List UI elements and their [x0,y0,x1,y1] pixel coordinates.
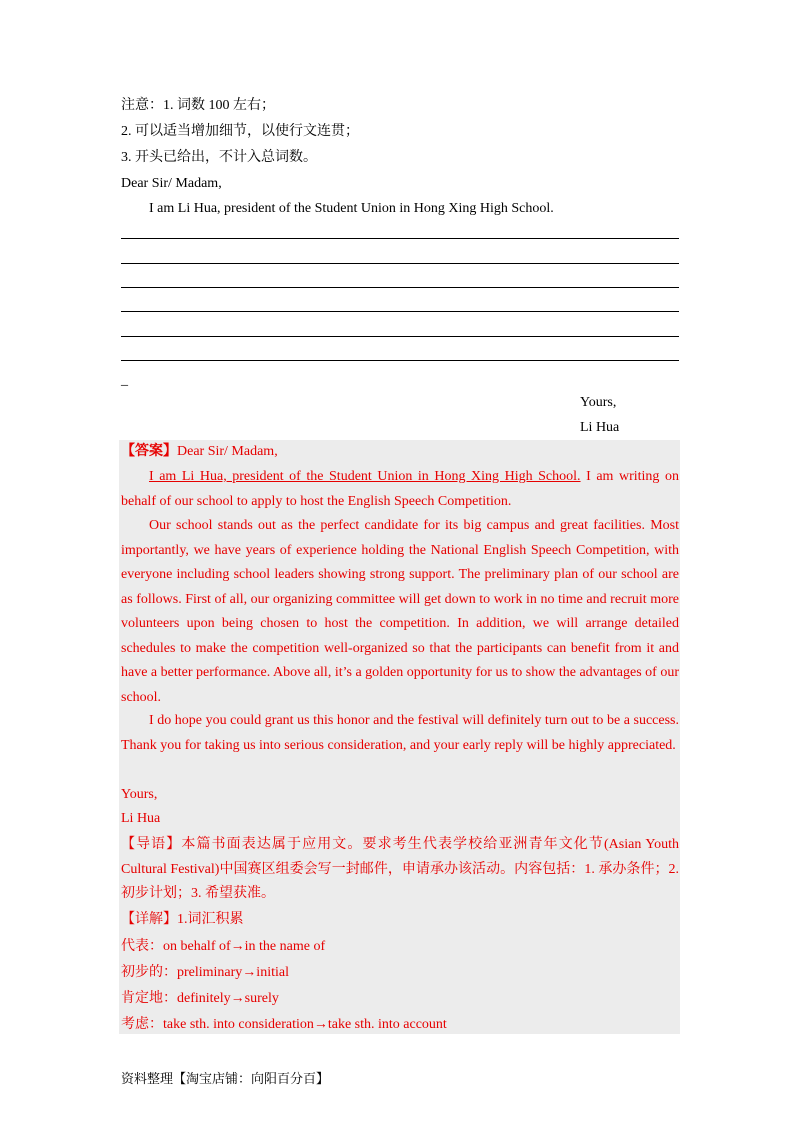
answer-paragraph-1 [121,465,679,514]
vocab-item: 考虑：take sth. into consideration→take sth. into account [121,1017,447,1032]
letter-salutation: Dear Sir/ Madam, [121,176,222,191]
answer-opening-underlined: I am Li Hua, president of the Student Union in Hong Xing High School. [149,469,581,484]
writing-dash: _ [121,373,128,388]
writing-line [121,263,679,264]
writing-line [121,287,679,288]
vocab-item: 代表：on behalf of→in the name of [121,939,326,954]
guide-text: 本篇书面表达属于应用文。要求考生代表学校给亚洲青年文化节(Asian Youth Cultural Festival)中国赛区组委会写一封邮件，申请承办该活动。内容包括：1. 承办条件；2. 初步计划；3. 希望获准。 [121,837,679,901]
writing-line [121,336,679,337]
answer-paragraph-3 [121,709,679,758]
detail-header [121,911,244,929]
vocab-item: 初步的：preliminary→initial [121,965,289,980]
answer-paragraph-3-text: I do hope you could grant us this honor and the festival will definitely turn out to be a success. Thank you for taking us into serious consideration, and your early reply will be highly appreciated. [121,713,679,753]
answer-tag: 【答案】 [121,444,177,459]
vocab-item: 肯定地：definitely→surely [121,991,279,1006]
guide-paragraph [121,833,679,907]
answer-paragraph-1-rest: I am writing on behalf of our school to apply to host the English Speech Competition. [121,469,679,509]
page-footer: 资料整理【淘宝店铺：向阳百分百】 [121,1072,330,1087]
note-details: 2. 可以适当增加细节，以使行文连贯； [121,124,359,139]
detail-tag: 【详解】 [121,912,177,927]
answer-signature: Li Hua [121,811,161,826]
writing-line [121,238,679,239]
note-word-count: 注意：1. 词数 100 左右； [121,98,275,113]
note-opening: 3. 开头已给出，不计入总词数。 [121,150,317,165]
answer-salutation: Dear Sir/ Madam, [177,444,278,459]
answer-paragraph-2-text: Our school stands out as the perfect candidate for its big campus and great facilities. Most importantly, we have years of experience holding the National English Speech Competition, with everyone including school leaders showing strong support. The preliminary plan of our school are as follows. First of all, our organizing committee will get down to work in no time and recruit more volunteers upon being chosen to host the competition. In addition, we will arrange detailed schedules to make the competition well-organized so that the participants can benefit from it and have a better performance. Above all, it’s a golden opportunity for us to show the advantages of our school. [121,518,679,705]
letter-closing: Yours, [580,395,617,410]
writing-line [121,360,679,361]
guide-tag: 【导语】 [121,837,182,852]
writing-line [121,311,679,312]
answer-paragraph-2 [121,514,679,710]
letter-opening: I am Li Hua, president of the Student Union in Hong Xing High School. [149,201,554,216]
answer-header [121,443,278,461]
answer-closing: Yours, [121,787,158,802]
letter-signature: Li Hua [580,420,620,435]
detail-heading: 1.词汇积累 [177,912,244,927]
